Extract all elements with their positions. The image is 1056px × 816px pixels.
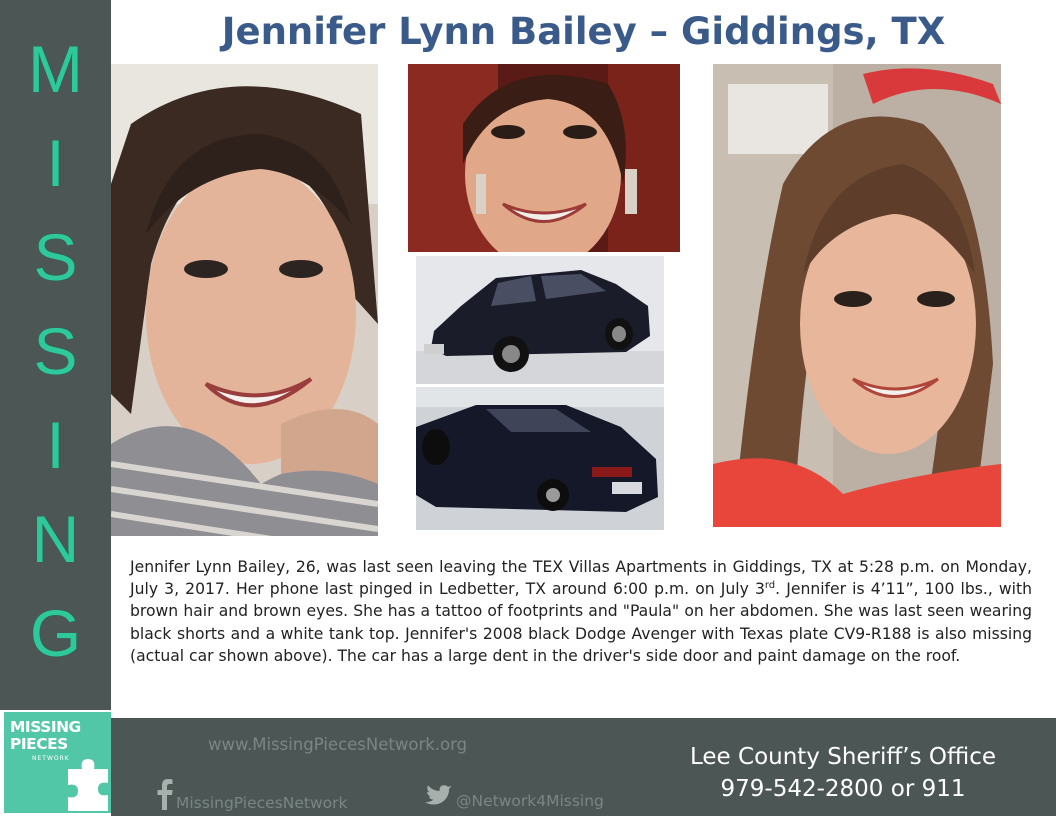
missing-banner: [0, 0, 111, 710]
agency-name: Lee County Sheriff’s Office: [689, 744, 996, 770]
facebook-icon: [157, 778, 173, 810]
portrait-photo-left: [111, 64, 378, 536]
banner-letter: S: [33, 220, 78, 294]
contact-phone[interactable]: 979-542-2800 or 911: [720, 776, 966, 802]
banner-letter: G: [29, 596, 82, 670]
car-photo-rear: [416, 387, 664, 530]
case-description: [130, 556, 1032, 667]
facebook-handle[interactable]: MissingPiecesNetwork: [176, 794, 348, 812]
banner-letter: I: [46, 126, 65, 200]
portrait-photo-middle: [408, 64, 680, 252]
logo-line-1: MISSING: [10, 718, 81, 736]
description-part2: . Jennifer is 4’11”, 100 lbs., with brown hair and brown eyes. She has a tattoo of footprints and "Paula" on her abdomen. She was last seen wearing black shorts and a white tank top. Jennifer's 2008 black Dodge Avenger with Texas plate CV9-R188 is also missing (actual car shown above). The car has a large dent in the driver's side door and paint damage on the roof.: [130, 580, 1033, 665]
twitter-icon: [423, 784, 453, 810]
banner-letter: S: [33, 314, 78, 388]
website-link[interactable]: www.MissingPiecesNetwork.org: [208, 735, 468, 754]
banner-letter: N: [31, 502, 80, 576]
logo-subtext: NETWORK: [32, 755, 70, 762]
twitter-handle[interactable]: @Network4Missing: [456, 792, 604, 810]
portrait-photo-right: [713, 64, 1001, 527]
banner-letter: I: [46, 408, 65, 482]
car-photo-side: [416, 256, 664, 384]
description-part1: Jennifer Lynn Bailey, 26, was last seen leaving the TEX Villas Apartments in Giddings, TX at 5:28 p.m. on Monday, July 3, 2017. Her phone last pinged in Ledbetter, TX around 6:00 p.m. on July 3: [130, 558, 1032, 599]
page-title: Jennifer Lynn Bailey – Giddings, TX: [221, 10, 946, 53]
banner-letter: M: [28, 32, 83, 106]
puzzle-icon: [62, 757, 110, 811]
description-superscript: rd: [764, 580, 776, 592]
logo-line-2: PIECES: [10, 735, 68, 753]
logo-wordmark: [10, 719, 81, 753]
